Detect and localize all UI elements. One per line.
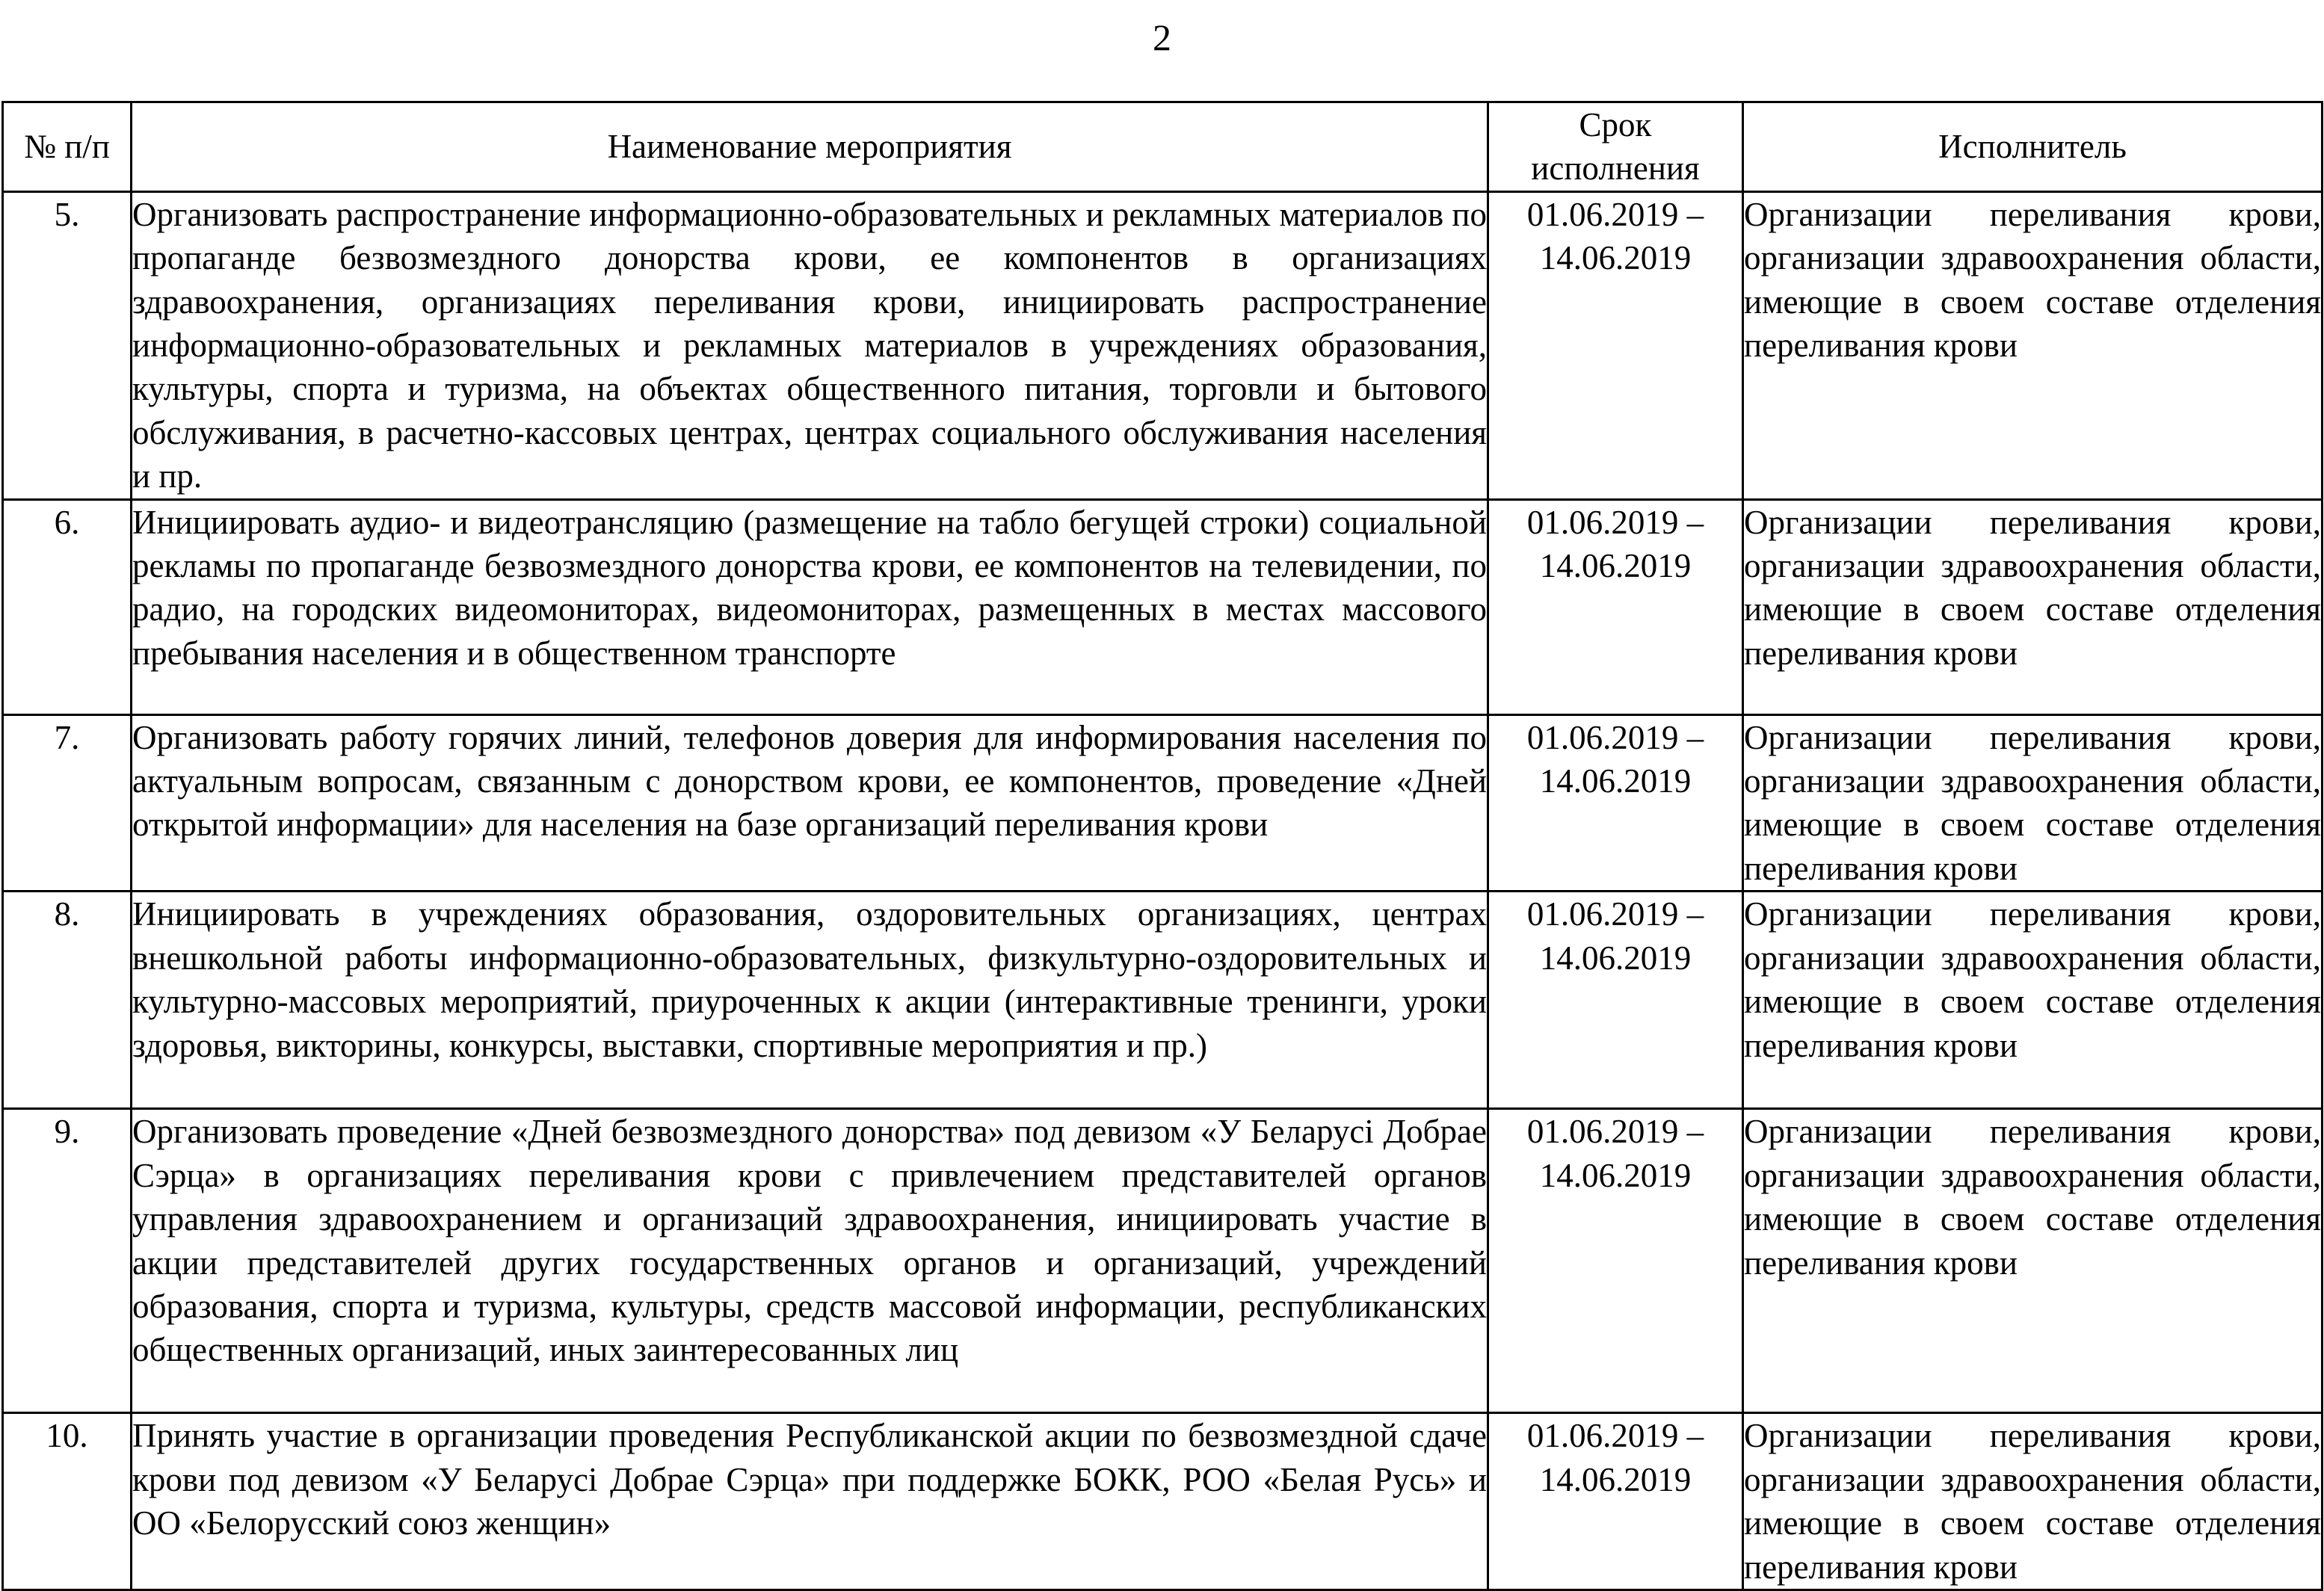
row-term: 01.06.2019 – 14.06.2019 xyxy=(1488,714,1743,892)
row-executor: Организации переливания крови, организации здравоохранения области, имеющие в своем составе отделения переливания крови xyxy=(1743,714,2323,892)
row-name: Инициировать в учреждениях образования, оздоровительных организациях, центрах внешкольной работы информационно-образовательных, физкультурно-оздоровительных и культурно-массовых мероприятий, приуроченных к акции (интерактивные тренинги, уроки здоровья, викторины, конкурсы, выставки, спортивные мероприятия и пр.) xyxy=(132,892,1488,1109)
row-num: 9. xyxy=(3,1109,132,1413)
table-row xyxy=(3,1109,2323,1413)
table-row xyxy=(3,714,2323,892)
row-num: 7. xyxy=(3,714,132,892)
row-num: 10. xyxy=(3,1413,132,1590)
row-num: 5. xyxy=(3,191,132,499)
header-row xyxy=(3,102,2323,192)
header-term: Срок исполнения xyxy=(1488,102,1743,192)
table-row xyxy=(3,191,2323,499)
header-executor: Исполнитель xyxy=(1743,102,2323,192)
row-term: 01.06.2019 – 14.06.2019 xyxy=(1488,499,1743,714)
page-number: 2 xyxy=(1153,16,1171,58)
table-row xyxy=(3,892,2323,1109)
row-term: 01.06.2019 – 14.06.2019 xyxy=(1488,1413,1743,1590)
row-num: 8. xyxy=(3,892,132,1109)
row-executor: Организации переливания крови, организации здравоохранения области, имеющие в своем составе отделения переливания крови xyxy=(1743,499,2323,714)
row-term: 01.06.2019 – 14.06.2019 xyxy=(1488,191,1743,499)
row-name: Принять участие в организации проведения Республиканской акции по безвозмездной сдаче крови под девизом «У Беларусі Добрае Сэрца» при поддержке БОКК, РОО «Белая Русь» и ОО «Белорусский союз женщин» xyxy=(132,1413,1488,1590)
table-header xyxy=(3,102,2323,192)
table-row xyxy=(3,499,2323,714)
table-body xyxy=(3,191,2323,1590)
table-row xyxy=(3,1413,2323,1590)
row-term: 01.06.2019 – 14.06.2019 xyxy=(1488,892,1743,1109)
row-executor: Организации переливания крови, организации здравоохранения области, имеющие в своем составе отделения переливания крови xyxy=(1743,1413,2323,1590)
row-executor: Организации переливания крови, организации здравоохранения области, имеющие в своем составе отделения переливания крови xyxy=(1743,892,2323,1109)
row-name: Организовать проведение «Дней безвозмездного донорства» под девизом «У Беларусі Добрае Сэрца» в организациях переливания крови с привлечением представителей органов управления здравоохранением и организаций здравоохранения, инициировать участие в акции представителей других государственных органов и организаций, учреждений образования, спорта и туризма, культуры, средств массовой информации, республиканских общественных организаций, иных заинтересованных лиц xyxy=(132,1109,1488,1413)
row-executor: Организации переливания крови, организации здравоохранения области, имеющие в своем составе отделения переливания крови xyxy=(1743,191,2323,499)
row-executor: Организации переливания крови, организации здравоохранения области, имеющие в своем составе отделения переливания крови xyxy=(1743,1109,2323,1413)
header-num: № п/п xyxy=(3,102,132,192)
row-name: Организовать распространение информационно-образовательных и рекламных материалов по пропаганде безвозмездного донорства крови, ее компонентов в организациях здравоохранения, организациях переливания крови, инициировать распространение информационно-образовательных и рекламных материалов в учреждениях образования, культуры, спорта и туризма, на объектах общественного питания, торговли и бытового обслуживания, в расчетно-кассовых центрах, центрах социального обслуживания населения и пр. xyxy=(132,191,1488,499)
row-name: Инициировать аудио- и видеотрансляцию (размещение на табло бегущей строки) социальной рекламы по пропаганде безвозмездного донорства крови, ее компонентов на телевидении, по радио, на городских видеомониторах, видеомониторах, размещенных в местах массового пребывания населения и в общественном транспорте xyxy=(132,499,1488,714)
row-term: 01.06.2019 – 14.06.2019 xyxy=(1488,1109,1743,1413)
header-name: Наименование мероприятия xyxy=(132,102,1488,192)
row-num: 6. xyxy=(3,499,132,714)
events-table xyxy=(1,101,2323,1591)
row-name: Организовать работу горячих линий, телефонов доверия для информирования населения по актуальным вопросам, связанным с донорством крови, ее компонентов, проведение «Дней открытой информации» для населения на базе организаций переливания крови xyxy=(132,714,1488,892)
